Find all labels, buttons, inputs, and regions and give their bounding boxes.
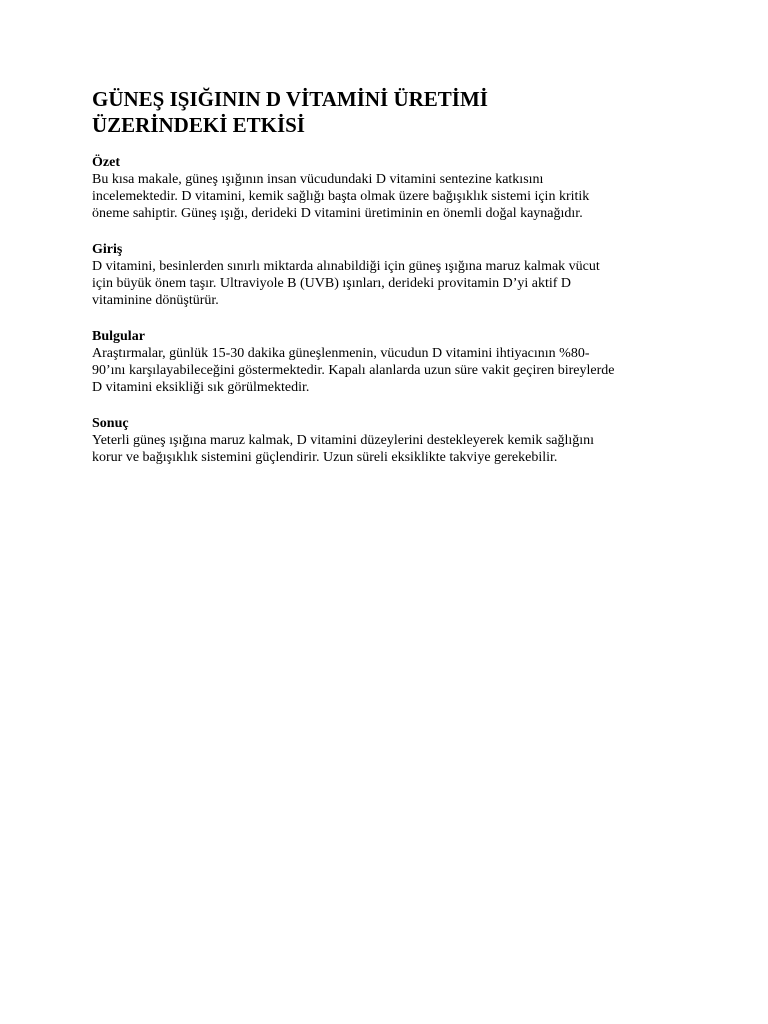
section-body <box>92 258 682 309</box>
section-bulgular <box>92 328 682 396</box>
section-ozet <box>92 154 682 222</box>
text-line: D vitamini eksikliği sık görülmektedir. <box>92 380 310 395</box>
text-line: Araştırmalar, günlük 15-30 dakika güneşlenmenin, vücudun D vitamini ihtiyacının %80- <box>92 346 590 361</box>
section-sonuc <box>92 415 682 466</box>
title-line: ÜZERİNDEKİ ETKİSİ <box>92 113 305 137</box>
section-heading: Sonuç <box>92 416 129 431</box>
text-line: D vitamini, besinlerden sınırlı miktarda alınabildiği için güneş ışığına maruz kalmak vücut <box>92 259 600 274</box>
section-heading: Bulgular <box>92 329 145 344</box>
text-line: Yeterli güneş ışığına maruz kalmak, D vitamini düzeylerini destekleyerek kemik sağlığını <box>92 433 595 448</box>
text-line: 90’ını karşılayabileceğini göstermektedir. Kapalı alanlarda uzun süre vakit geçiren bireylerde <box>92 363 615 378</box>
section-heading: Giriş <box>92 242 123 257</box>
text-line: için büyük önem taşır. Ultraviyole B (UVB) ışınları, derideki provitamin D’yi aktif D <box>92 276 572 291</box>
document-title <box>92 86 682 138</box>
text-line: vitaminine dönüştürür. <box>92 293 219 308</box>
section-giris <box>92 241 682 309</box>
section-body <box>92 432 682 466</box>
title-line: GÜNEŞ IŞIĞININ D VİTAMİNİ ÜRETİMİ <box>92 87 488 111</box>
section-heading: Özet <box>92 155 120 170</box>
text-line: incelemektedir. D vitamini, kemik sağlığı başta olmak üzere bağışıklık sistemi için kritik <box>92 189 590 204</box>
section-body <box>92 171 682 222</box>
text-line: öneme sahiptir. Güneş ışığı, derideki D vitamini üretiminin en önemli doğal kaynağıdır. <box>92 206 583 221</box>
text-line: Bu kısa makale, güneş ışığının insan vücudundaki D vitamini sentezine katkısını <box>92 172 544 187</box>
document-page <box>92 86 682 485</box>
text-line: korur ve bağışıklık sistemini güçlendirir. Uzun süreli eksiklikte takviye gerekebilir. <box>92 450 558 465</box>
section-body <box>92 345 682 396</box>
